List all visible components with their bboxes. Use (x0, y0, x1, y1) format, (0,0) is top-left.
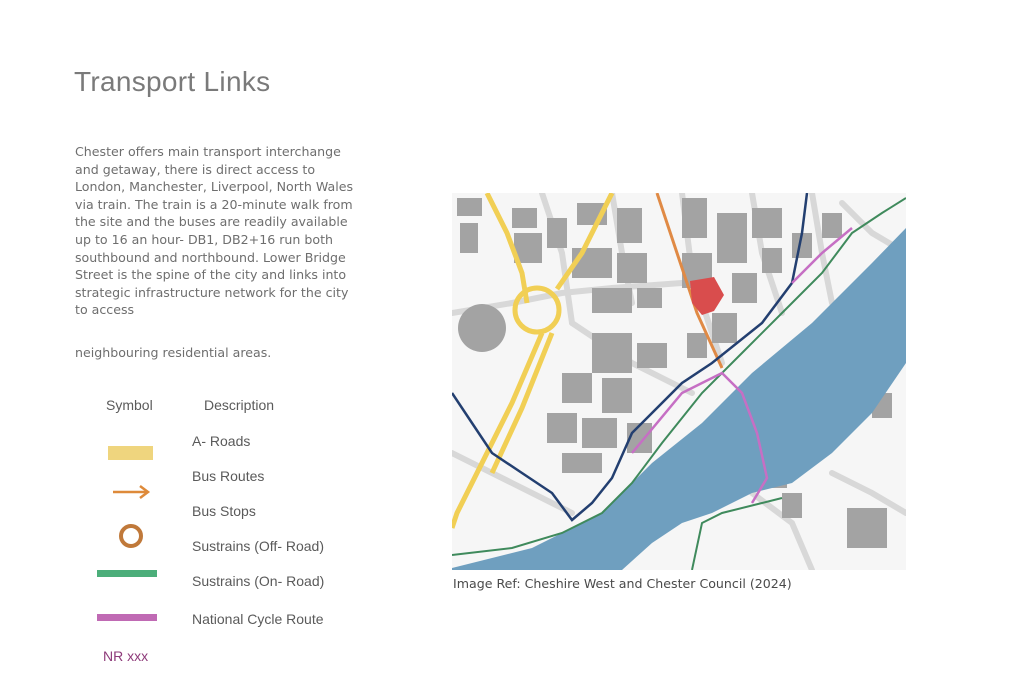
orange-arrow-icon (112, 482, 152, 502)
green-bar-icon (97, 570, 157, 577)
legend-label-a-roads: A- Roads (192, 433, 251, 449)
legend-description-header: Description (204, 397, 275, 413)
yellow-bar-icon (108, 446, 153, 460)
magenta-bar-icon (97, 614, 157, 621)
map-graphic (452, 193, 906, 570)
intro-paragraph: Chester offers main transport interchange and getaway, there is direct access to London, Manchester, Liverpool, North Wales via train. The train is a 20-minute walk from the site and the buses are readily available up to 16 an hour- DB1, DB2+16 run both southbound and northbound. Lower Bridge Street is the spine of the city and links into strategic infrastructure network for the city to access (75, 144, 354, 318)
legend-symbol-header: Symbol (106, 397, 153, 413)
legend-label-sustrains-off-road: Sustrains (Off- Road) (192, 538, 325, 554)
transport-map (452, 193, 906, 570)
brown-ring-icon (116, 522, 146, 550)
legend-label-sustrains-on-road: Sustrains (On- Road) (192, 573, 325, 589)
legend-label-bus-routes: Bus Routes (192, 468, 265, 484)
map-caption: Image Ref: Cheshire West and Chester Council (2024) (453, 576, 792, 591)
legend-label-bus-stops: Bus Stops (192, 503, 256, 519)
intro-paragraph-continued: neighbouring residential areas. (75, 345, 272, 360)
legend-label-national-cycle-route: National Cycle Route (192, 611, 324, 627)
nr-label: NR xxx (103, 648, 149, 664)
page-title: Transport Links (74, 66, 271, 97)
